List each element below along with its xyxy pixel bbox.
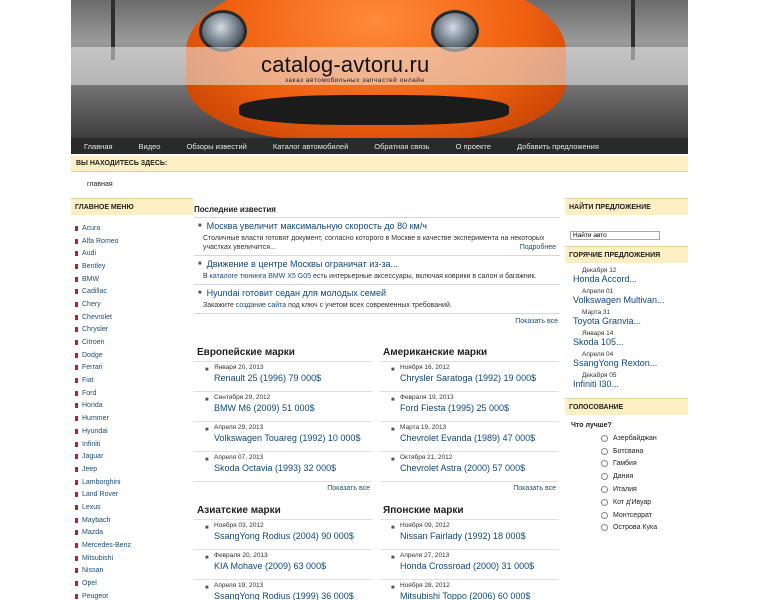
menu-item[interactable] [71, 400, 193, 413]
marker-icon [75, 416, 78, 421]
section-asian [194, 503, 372, 600]
section-european [194, 345, 372, 495]
listing-item [380, 361, 558, 391]
marker-icon [75, 277, 78, 282]
marker-icon [75, 391, 78, 396]
listing-date: Апреля 19, 2013 [214, 582, 264, 589]
marker-icon [75, 403, 78, 408]
marker-icon [75, 239, 78, 244]
listing-link[interactable]: Ford Fiesta (1995) 25 000$ [400, 403, 510, 413]
bullet-icon: ■ [391, 427, 395, 433]
menu-item-label[interactable]: Ford [82, 389, 97, 397]
marker-icon [75, 530, 78, 535]
marker-icon [75, 429, 78, 434]
section-japanese [380, 503, 558, 600]
menu-item-label[interactable]: Acura [82, 224, 101, 232]
marker-icon [75, 543, 78, 548]
listing-link[interactable]: SsangYong Rodius (1999) 36 000$ [214, 591, 354, 600]
radio-button[interactable] [601, 473, 608, 480]
site-title[interactable]: catalog-avtoru.ru [261, 52, 430, 77]
marker-icon [75, 302, 78, 307]
bullet-icon: ■ [391, 525, 395, 531]
bullet-icon: ■ [198, 290, 202, 296]
poll-option[interactable] [565, 522, 688, 535]
marker-icon [75, 353, 78, 358]
breadcrumb: главная [87, 181, 113, 188]
listing-item [194, 519, 372, 549]
menu-item-label[interactable]: Alfa Romeo [82, 237, 119, 245]
poll-option-label: Острова Кука [613, 524, 658, 532]
poll-option[interactable] [565, 483, 688, 496]
site-creation-link[interactable]: создание сайта [235, 302, 287, 309]
menu-item-label[interactable]: Audi [82, 250, 97, 258]
show-all-link[interactable]: Показать все [380, 481, 558, 495]
listing-link[interactable]: Mitsubishi Toppo (2006) 60 000$ [400, 591, 531, 600]
hot-offer-date: Декабря 05 [582, 372, 617, 379]
menu-item-label[interactable]: Chrysler [82, 326, 109, 334]
radio-button[interactable] [601, 435, 608, 442]
news-item-text: под ключ с учетом всех современных требований. [286, 302, 452, 309]
main-content [194, 205, 560, 329]
menu-item-label[interactable]: Lamborghini [82, 478, 121, 486]
menu-item-label[interactable]: Lexus [82, 503, 101, 511]
marker-icon [75, 251, 78, 256]
menu-item-label[interactable]: Jeep [82, 465, 98, 473]
poll-option-label: Азербайджан [613, 434, 657, 442]
nav-item-news[interactable]: Обзоры известий [186, 141, 247, 151]
marker-icon [75, 492, 78, 497]
marker-icon [75, 480, 78, 485]
news-item-text: Закажите [203, 302, 236, 309]
listing-date: Апреля 29, 2013 [214, 424, 264, 431]
listing-item [194, 361, 372, 391]
menu-item[interactable] [71, 222, 193, 235]
menu-item[interactable] [71, 311, 193, 324]
poll-option[interactable] [565, 509, 688, 522]
menu-item-label[interactable]: Fiat [82, 377, 94, 385]
menu-item[interactable] [71, 285, 193, 298]
poll-option[interactable] [565, 458, 688, 471]
menu-item-label[interactable]: Hummer [82, 415, 109, 423]
headlight-right [431, 10, 479, 52]
listing-link[interactable]: Chevrolet Astra (2000) 57 000$ [400, 463, 526, 473]
listing-link[interactable]: Chevrolet Evanda (1989) 47 000$ [400, 433, 536, 443]
search-title: НАЙТИ ПРЕДЛОЖЕНИЕ [565, 198, 688, 215]
marker-icon [75, 289, 78, 294]
menu-item[interactable] [71, 336, 193, 349]
main-menu-title: ГЛАВНОЕ МЕНЮ [71, 198, 193, 215]
menu-item-label[interactable]: Chevrolet [82, 313, 112, 321]
news-item-text: Столичные власти готовят документ, согласно которого в Москве в качестве эксперимента на некоторых участках увеличится... [203, 235, 545, 251]
poll-option-label: Дания [613, 473, 634, 481]
menu-item[interactable] [71, 590, 193, 600]
menu-item[interactable] [71, 527, 193, 540]
listing-item [380, 421, 558, 451]
listing-item [380, 519, 558, 549]
listing-link[interactable]: Chrysler Saratoga (1992) 19 000$ [400, 373, 537, 383]
nav-item-video[interactable]: Видео [138, 141, 161, 151]
nav-item-add-offer[interactable]: Добавить предложения [516, 141, 599, 151]
news-item-title[interactable]: Движение в центре Москвы ограничат из-за... [206, 259, 398, 269]
marker-icon [75, 340, 78, 345]
marker-icon [75, 264, 78, 269]
news-item-title[interactable]: Москва увеличит максимальную скорость до 80 км/ч [206, 221, 427, 231]
listing-item [380, 391, 558, 421]
radio-button[interactable] [601, 499, 608, 506]
section-title: Европейские марки [197, 347, 295, 358]
marker-icon [75, 442, 78, 447]
listing-date: Сентября 29, 2012 [214, 394, 271, 401]
poll-question: Что лучше? [571, 422, 612, 429]
section-american [380, 345, 558, 495]
menu-item[interactable] [71, 349, 193, 362]
listing-link[interactable]: SsangYong Rodius (2004) 90 000$ [214, 531, 354, 541]
bullet-icon: ■ [391, 367, 395, 373]
menu-item[interactable] [71, 577, 193, 590]
page-wrapper [71, 0, 688, 600]
left-sidebar [71, 198, 193, 600]
hot-offer-item [565, 347, 688, 368]
hot-offer-link[interactable]: Honda Accord... [573, 274, 638, 284]
bullet-icon: ■ [205, 367, 209, 373]
radio-button[interactable] [601, 448, 608, 455]
menu-item[interactable] [71, 374, 193, 387]
hot-offer-item [565, 305, 688, 326]
menu-item-label[interactable]: Chery [82, 300, 101, 308]
poll-option[interactable] [565, 445, 688, 458]
menu-item-label[interactable]: Hyundai [82, 427, 108, 435]
menu-item-label[interactable]: Bentley [82, 262, 106, 270]
show-all-news-link[interactable]: Показать все [194, 313, 560, 329]
listing-link[interactable]: Renault 25 (1996) 79 000$ [214, 373, 322, 383]
menu-item-label[interactable]: Land Rover [82, 491, 119, 499]
listing-date: Ноября 09, 2012 [400, 522, 450, 529]
menu-item-label[interactable]: Nissan [82, 567, 104, 575]
marker-icon [75, 467, 78, 472]
listing-date: Апреля 07, 2013 [214, 454, 264, 461]
radio-button[interactable] [601, 512, 608, 519]
nav-item-home[interactable]: Главная [84, 141, 113, 151]
menu-item[interactable] [71, 247, 193, 260]
hot-offer-link[interactable]: Toyota Granvia... [573, 316, 642, 326]
nav-item-about[interactable]: О проекте [455, 141, 491, 151]
hot-offer-link[interactable]: Infiniti I30... [573, 379, 620, 389]
menu-item-label[interactable]: Jaguar [82, 453, 104, 461]
hot-offer-date: Января 14 [582, 330, 614, 337]
listing-item [380, 549, 558, 579]
menu-item-label[interactable]: Maybach [82, 516, 111, 524]
tuning-catalog-link[interactable]: каталоге тюнинга BMW X5 G05 [209, 273, 312, 280]
menu-item-label[interactable]: Dodge [82, 351, 103, 359]
hot-offers-title: ГОРЯЧИЕ ПРЕДЛОЖЕНИЯ [565, 246, 688, 263]
hot-offer-link[interactable]: Volkswagen Multivan... [573, 295, 665, 305]
hot-offer-item [565, 284, 688, 305]
menu-item[interactable] [71, 438, 193, 451]
listing-item [380, 451, 558, 481]
menu-item-label[interactable]: Ferrari [82, 364, 103, 372]
listing-date: Апреля 27, 2013 [400, 552, 450, 559]
marker-icon [75, 315, 78, 320]
marker-icon [75, 365, 78, 370]
listing-date: Февраля 20, 2013 [214, 552, 268, 559]
menu-item[interactable] [71, 324, 193, 337]
listing-item [194, 549, 372, 579]
listing-link[interactable]: Skoda Octavia (1993) 32 000$ [214, 463, 337, 473]
listing-link[interactable]: BMW M6 (2009) 51 000$ [214, 403, 315, 413]
hot-offer-item [565, 263, 688, 284]
menu-item[interactable] [71, 387, 193, 400]
marker-icon [75, 378, 78, 383]
breadcrumb-bar: ВЫ НАХОДИТЕСЬ ЗДЕСЬ: [71, 156, 688, 172]
news-title: Последние известия [194, 205, 276, 214]
main-menu [71, 215, 193, 600]
marker-icon [75, 226, 78, 231]
marker-icon [75, 594, 78, 599]
poll-option-label: Гамбия [613, 460, 637, 468]
header-banner [71, 0, 688, 138]
bullet-icon: ■ [391, 457, 395, 463]
menu-item[interactable] [71, 298, 193, 311]
menu-item[interactable] [71, 362, 193, 375]
poll-options [565, 432, 688, 534]
marker-icon [75, 327, 78, 332]
right-sidebar [565, 198, 688, 534]
menu-item[interactable] [71, 476, 193, 489]
nav-item-catalog[interactable]: Каталог автомобилей [272, 141, 349, 151]
listing-item [194, 579, 372, 600]
top-nav [71, 138, 688, 154]
menu-item[interactable] [71, 488, 193, 501]
listing-item [194, 391, 372, 421]
section-title: Азиатские марки [197, 505, 281, 516]
marker-icon [75, 518, 78, 523]
news-item [194, 217, 560, 255]
hot-offer-date: Апреля 04 [582, 351, 614, 358]
listing-item [194, 451, 372, 481]
listing-date: Марта 19, 2013 [400, 424, 447, 431]
menu-item[interactable] [71, 552, 193, 565]
headlight-left [199, 10, 247, 52]
marker-icon [75, 581, 78, 586]
poll-option[interactable] [565, 432, 688, 445]
poll-option[interactable] [565, 496, 688, 509]
menu-item[interactable] [71, 260, 193, 273]
bullet-icon: ■ [391, 397, 395, 403]
news-item-title[interactable]: Hyundai готовит седан для молодых семей [206, 288, 387, 298]
car-grille [239, 95, 509, 125]
menu-item-label[interactable]: Cadillac [82, 288, 107, 296]
menu-item-label[interactable]: Infiniti [82, 440, 101, 448]
menu-item-label[interactable]: Honda [82, 402, 103, 410]
poll-option-label: Италия [613, 486, 637, 494]
bullet-icon: ■ [198, 223, 202, 229]
menu-item[interactable] [71, 565, 193, 578]
listing-date: Ноября 16, 2012 [400, 364, 450, 371]
hot-offer-date: Апреля 01 [582, 288, 614, 295]
bullet-icon: ■ [198, 261, 202, 267]
listing-date: Октября 21, 2012 [400, 454, 453, 461]
bullet-icon: ■ [205, 585, 209, 591]
radio-button[interactable] [601, 524, 608, 531]
listing-date: Ноября 03, 2012 [214, 522, 264, 529]
menu-item[interactable] [71, 501, 193, 514]
radio-button[interactable] [601, 486, 608, 493]
radio-button[interactable] [601, 460, 608, 467]
poll-option-label: Кот д'Ивуар [613, 498, 652, 506]
listing-date: Февраля 19, 2013 [400, 394, 454, 401]
news-item [194, 284, 560, 313]
bullet-icon: ■ [391, 555, 395, 561]
poll-option[interactable] [565, 470, 688, 483]
bullet-icon: ■ [391, 585, 395, 591]
menu-item-label[interactable]: Mazda [82, 529, 104, 537]
section-title: Американские марки [383, 347, 488, 358]
listing-date: Ноября 28, 2012 [400, 582, 450, 589]
site-subtitle: заказ автомобильных запчастей онлайн [285, 77, 425, 84]
marker-icon [75, 454, 78, 459]
menu-item-label[interactable]: Mitsubishi [82, 554, 114, 562]
hot-offer-item [565, 368, 688, 389]
menu-item[interactable] [71, 273, 193, 286]
marker-icon [75, 568, 78, 573]
menu-item-label[interactable]: Opel [82, 580, 97, 588]
menu-item[interactable] [71, 412, 193, 425]
hot-offer-date: Декабря 12 [582, 267, 617, 274]
news-item [194, 255, 560, 284]
marker-icon [75, 556, 78, 561]
poll-title: ГОЛОСОВАНИЕ [565, 398, 688, 415]
bullet-icon: ■ [205, 525, 209, 531]
news-item-text: В [203, 273, 210, 280]
bullet-icon: ■ [205, 555, 209, 561]
nav-item-feedback[interactable]: Обратная связь [374, 141, 430, 151]
news-item-text: есть интерьерные аксессуары, включая коврики в салон и багажник. [311, 273, 537, 280]
section-title: Японские марки [383, 505, 464, 516]
menu-item-label[interactable]: Peugeot [82, 592, 109, 600]
listing-link[interactable]: Honda Crossroad (2000) 31 000$ [400, 561, 535, 571]
show-all-link[interactable]: Показать все [194, 481, 372, 495]
menu-item[interactable] [71, 425, 193, 438]
menu-item-label[interactable]: Mercedes-Benz [82, 542, 132, 550]
listing-link[interactable]: Nissan Fairlady (1992) 18 000$ [400, 531, 526, 541]
menu-item[interactable] [71, 463, 193, 476]
bullet-icon: ■ [205, 397, 209, 403]
menu-item-label[interactable]: Citroen [82, 339, 105, 347]
listing-date: Января 20, 2013 [214, 364, 264, 371]
hot-offer-link[interactable]: SsangYong Rexton... [573, 358, 658, 368]
menu-item[interactable] [71, 235, 193, 248]
bullet-icon: ■ [205, 457, 209, 463]
bullet-icon: ■ [205, 427, 209, 433]
poll-option-label: Монтсеррат [613, 511, 652, 519]
poll-option-label: Ботсвана [613, 447, 644, 455]
search-input[interactable] [570, 231, 660, 240]
hot-offer-date: Марта 31 [582, 309, 611, 316]
listing-item [380, 579, 558, 600]
hot-offer-item [565, 326, 688, 347]
menu-item[interactable] [71, 514, 193, 527]
menu-item[interactable] [71, 450, 193, 463]
listing-item [194, 421, 372, 451]
marker-icon [75, 505, 78, 510]
menu-item-label[interactable]: BMW [82, 275, 100, 283]
hot-offers-list [565, 263, 688, 389]
listing-link[interactable]: KIA Mohave (2009) 63 000$ [214, 561, 327, 571]
read-more-link[interactable]: Подробнее [519, 244, 556, 251]
menu-item[interactable] [71, 539, 193, 552]
hot-offer-link[interactable]: Skoda 105... [573, 337, 624, 347]
listing-link[interactable]: Volkswagen Touareg (1992) 10 000$ [214, 433, 361, 443]
